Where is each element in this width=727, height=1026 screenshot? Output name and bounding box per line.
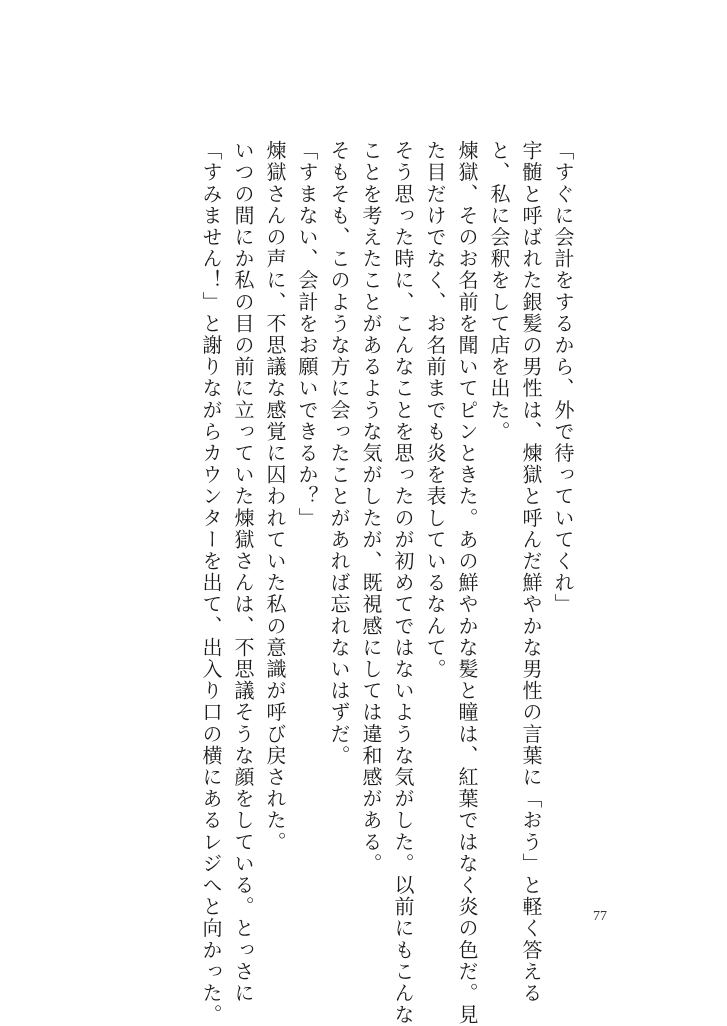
text-line: 「すみません！」と謝りながらカウンターを出て、出入り口の横にあるレジへと向かった。: [199, 140, 223, 1026]
text-line: 煉獄、そのお名前を聞いてピンときた。あの鮮やかな髪と瞳は、紅葉ではなく炎の色だ。見: [455, 140, 479, 1026]
text-line: いつの間にか私の目の前に立っていた煉獄さんは、不思議そうな顔をしている。とっさに: [231, 140, 255, 1004]
text-line: 宇髄と呼ばれた銀髪の男性は、煉獄と呼んだ鮮やかな男性の言葉に「おう」と軽く答える: [519, 140, 543, 1004]
text-line: た目だけでなく、お名前までも炎を表しているなんて。: [423, 140, 447, 680]
text-line: 「すぐに会計をするから、外で待っていてくれ」: [551, 140, 575, 616]
page-number: 77: [593, 909, 607, 924]
text-line: 「すまない、会計をお願いできるか？」: [295, 140, 319, 529]
text-line: ことを考えたことがあるような気がしたが、既視感にしては違和感がある。: [359, 140, 383, 875]
text-line: 煉獄さんの声に、不思議な感覚に囚われていた私の意識が呼び戻された。: [263, 140, 287, 853]
text-line: そもそも、このような方に会ったことがあれば忘れないはずだ。: [327, 140, 351, 767]
text-line: と、私に会釈をして店を出た。: [487, 140, 511, 443]
text-line: そう思った時に、こんなことを思ったのが初めてではないような気がした。以前にもこんな: [391, 140, 415, 1026]
vertical-text-body: [195, 140, 579, 1026]
